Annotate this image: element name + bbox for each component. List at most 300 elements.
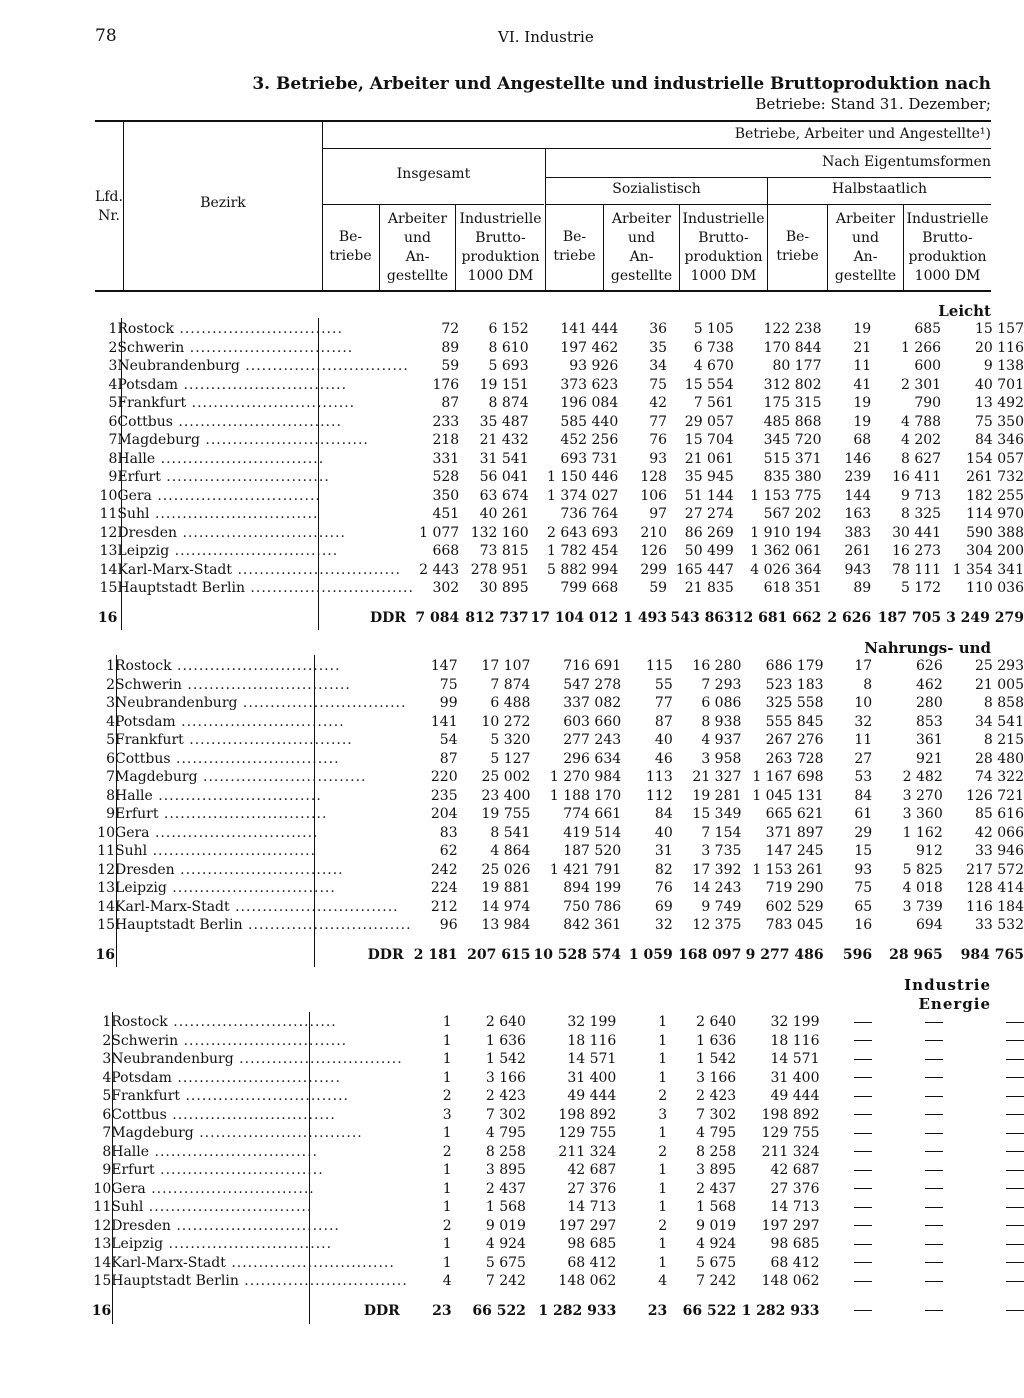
value-cell: 76 xyxy=(649,432,668,448)
dash-cell xyxy=(872,1050,943,1069)
row-number: 10 xyxy=(97,824,116,841)
table-row xyxy=(95,413,1024,432)
value-cell: 129 755 xyxy=(761,1125,820,1141)
value-cell: 452 256 xyxy=(560,432,619,448)
value-cell: 1 153 261 xyxy=(752,861,824,878)
leader-dots: .............................. xyxy=(170,1217,340,1234)
row-number: 9 xyxy=(106,806,116,822)
value-cell: 176 xyxy=(432,376,460,393)
value-cell: 1 059 xyxy=(628,946,673,963)
value-cell: 1 xyxy=(442,1032,452,1049)
value-cell: 7 242 xyxy=(485,1273,526,1289)
value-cell: 78 111 xyxy=(892,561,942,578)
table-row xyxy=(91,898,1024,917)
value-cell: 30 441 xyxy=(892,524,942,541)
dash-mark xyxy=(854,1225,872,1226)
value-cell: 87 xyxy=(654,713,673,730)
value-cell: 1 xyxy=(658,1180,668,1197)
dash-cell xyxy=(820,1032,873,1051)
value-cell: 85 616 xyxy=(975,806,1024,822)
bezirk-cell xyxy=(115,916,412,935)
bezirk-name: Schwerin xyxy=(115,676,182,693)
value-cell: 115 xyxy=(646,658,673,674)
value-cell: 812 737 xyxy=(465,609,529,626)
total-row xyxy=(86,1291,1024,1333)
dash-mark xyxy=(925,1170,943,1171)
dash-mark xyxy=(925,1151,943,1152)
dash-cell xyxy=(820,1013,873,1032)
bezirk-name: Rostock xyxy=(111,1014,168,1030)
value-cell: 1 xyxy=(442,1236,452,1252)
value-cell: 35 xyxy=(649,339,668,356)
value-cell: 187 705 xyxy=(877,609,942,626)
section-table-leicht xyxy=(95,320,1024,640)
value-cell: 3 166 xyxy=(485,1069,526,1086)
row-number: 15 xyxy=(97,917,116,933)
value-cell: 77 xyxy=(654,695,673,711)
value-cell: 132 160 xyxy=(470,524,529,541)
leader-dots: .............................. xyxy=(177,524,347,541)
bezirk-name: Leipzig xyxy=(111,1236,164,1252)
value-cell: 515 371 xyxy=(763,450,822,467)
value-cell: 1 077 xyxy=(419,524,460,541)
total-label xyxy=(117,598,414,640)
leader-dots: .............................. xyxy=(197,769,367,785)
value-cell: 73 815 xyxy=(479,543,529,559)
bezirk-cell xyxy=(111,1198,408,1217)
dash-cell xyxy=(943,1217,1024,1236)
bezirk-name: Cottbus xyxy=(111,1106,167,1123)
value-cell: 331 xyxy=(432,450,460,467)
leader-dots: .............................. xyxy=(147,843,317,859)
leader-dots: .............................. xyxy=(233,1051,403,1067)
value-cell: 74 322 xyxy=(975,769,1024,785)
value-cell: 1 910 194 xyxy=(750,524,822,541)
value-cell: 3 360 xyxy=(902,806,943,822)
value-cell: 921 xyxy=(916,750,943,767)
value-cell: 2 181 xyxy=(413,946,458,963)
leader-dots: .............................. xyxy=(169,543,339,559)
value-cell: 8 325 xyxy=(900,506,942,522)
bezirk-name: Hauptstadt Berlin xyxy=(111,1273,239,1289)
rule-under-eigentum xyxy=(545,177,991,178)
leader-dots: .............................. xyxy=(149,824,319,841)
value-cell: 147 xyxy=(430,658,458,674)
value-cell: 40 261 xyxy=(479,506,529,522)
leader-dots: .............................. xyxy=(160,469,330,485)
leader-dots: .............................. xyxy=(151,487,321,504)
header-produktion-1: Industrielle Brutto- produktion 1000 DM xyxy=(459,211,542,284)
value-cell: 75 350 xyxy=(975,413,1024,430)
value-cell: 21 835 xyxy=(684,580,734,596)
leader-dots: .............................. xyxy=(225,1254,395,1271)
leader-dots: .............................. xyxy=(183,732,353,748)
value-cell: 345 720 xyxy=(763,432,822,448)
header-vline-5 xyxy=(545,149,546,290)
header-bottom-rule xyxy=(95,290,991,292)
value-cell: 2 443 xyxy=(419,561,460,578)
bezirk-name: Frankfurt xyxy=(111,1088,181,1104)
value-cell: 13 492 xyxy=(975,395,1024,411)
table-row xyxy=(95,450,1024,469)
page-number: 78 xyxy=(95,26,117,46)
value-cell: 59 xyxy=(649,580,668,596)
value-cell: 148 062 xyxy=(558,1273,617,1289)
value-cell: 783 045 xyxy=(765,917,824,933)
value-cell: 128 414 xyxy=(966,880,1024,896)
bezirk-name: Potsdam xyxy=(111,1069,172,1086)
total-label xyxy=(115,935,412,977)
leader-dots: .............................. xyxy=(186,395,356,411)
dash-cell xyxy=(943,1124,1024,1143)
bezirk-name: Halle xyxy=(111,1143,150,1160)
value-cell: 21 005 xyxy=(975,676,1024,693)
value-cell: 19 xyxy=(853,321,872,337)
value-cell: 18 116 xyxy=(567,1032,617,1049)
value-cell: 3 xyxy=(442,1106,452,1123)
value-cell: 3 895 xyxy=(485,1162,526,1178)
value-cell: 66 522 xyxy=(682,1302,737,1319)
value-cell: 17 104 012 xyxy=(530,609,619,626)
value-cell: 9 138 xyxy=(983,358,1024,374)
row-number: 9 xyxy=(108,469,118,485)
dash-cell xyxy=(943,1032,1024,1051)
value-cell: 19 755 xyxy=(481,806,531,822)
row-number: 1 xyxy=(108,321,118,337)
leader-dots: .............................. xyxy=(180,1088,349,1104)
row-number: 3 xyxy=(106,695,116,711)
value-cell: 1 xyxy=(658,1236,668,1252)
dash-mark xyxy=(925,1022,943,1023)
dash-cell xyxy=(820,1198,873,1217)
value-cell: 555 845 xyxy=(765,713,824,730)
value-cell: 2 423 xyxy=(485,1088,526,1104)
value-cell: 29 xyxy=(854,824,873,841)
dash-cell xyxy=(820,1235,873,1254)
bezirk-name: Neubrandenburg xyxy=(111,1051,234,1067)
value-cell: 122 238 xyxy=(763,321,822,337)
value-cell: 853 xyxy=(916,713,943,730)
value-cell: 5 675 xyxy=(696,1254,737,1271)
value-cell: 68 xyxy=(853,432,872,448)
value-cell: 1 542 xyxy=(696,1051,737,1067)
bezirk-name: Leipzig xyxy=(117,543,170,559)
value-cell: 596 xyxy=(842,946,873,963)
row-number: 9 xyxy=(102,1162,112,1178)
value-cell: 2 437 xyxy=(485,1180,526,1197)
section-table-nahrung xyxy=(91,657,1024,977)
bezirk-cell xyxy=(111,1013,408,1032)
row-number: 6 xyxy=(108,413,118,430)
value-cell: 8 258 xyxy=(696,1143,737,1160)
leader-dots: .............................. xyxy=(184,339,354,356)
table-subtitle: Betriebe: Stand 31. Dezember; xyxy=(755,95,991,113)
dash-cell xyxy=(820,1291,873,1333)
table-row xyxy=(95,505,1024,524)
dash-cell xyxy=(872,1013,943,1032)
table-row xyxy=(86,1050,1024,1069)
value-cell: 943 xyxy=(844,561,872,578)
value-cell: 668 xyxy=(432,543,460,559)
bezirk-cell xyxy=(117,357,414,376)
value-cell: 685 xyxy=(914,321,942,337)
value-cell: 31 400 xyxy=(770,1069,820,1086)
value-cell: 8 627 xyxy=(900,450,942,467)
value-cell: 894 199 xyxy=(563,880,622,896)
bezirk-name: Hauptstadt Berlin xyxy=(117,580,245,596)
dash-mark xyxy=(854,1188,872,1189)
value-cell: 4 xyxy=(658,1273,668,1289)
value-cell: 207 615 xyxy=(467,946,531,963)
rule-under-top xyxy=(322,148,991,149)
value-cell: 61 xyxy=(854,806,873,822)
dash-mark xyxy=(925,1133,943,1134)
value-cell: 128 xyxy=(640,469,668,485)
value-cell: 211 324 xyxy=(558,1143,617,1160)
value-cell: 116 184 xyxy=(966,898,1024,915)
header-bezirk: Bezirk xyxy=(200,195,246,211)
bezirk-cell xyxy=(117,376,414,395)
row-number: 5 xyxy=(102,1088,112,1104)
bezirk-cell xyxy=(117,339,414,358)
value-cell: 196 084 xyxy=(560,395,619,411)
value-cell: 2 xyxy=(442,1217,452,1234)
value-cell: 5 127 xyxy=(490,750,531,767)
dash-mark xyxy=(854,1310,872,1311)
dash-cell xyxy=(943,1198,1024,1217)
table-row xyxy=(91,879,1024,898)
value-cell: 27 376 xyxy=(770,1180,820,1197)
header-arbeiter-1: Arbeiter und An- gestellte xyxy=(386,211,449,284)
row-number: 13 xyxy=(93,1236,112,1252)
dash-mark xyxy=(854,1096,872,1097)
dash-mark xyxy=(925,1262,943,1263)
value-cell: 63 674 xyxy=(479,487,529,504)
value-cell: 11 xyxy=(853,358,872,374)
bezirk-name: Frankfurt xyxy=(117,395,187,411)
value-cell: 543 863 xyxy=(670,609,734,626)
value-cell: 261 732 xyxy=(966,469,1024,485)
value-cell: 14 243 xyxy=(692,880,742,896)
bezirk-name: Potsdam xyxy=(117,376,179,393)
bezirk-cell xyxy=(117,542,414,561)
dash-cell xyxy=(820,1087,873,1106)
dash-cell xyxy=(872,1069,943,1088)
bezirk-cell xyxy=(117,320,414,339)
table-row xyxy=(86,1087,1024,1106)
bezirk-name: Neubrandenburg xyxy=(117,358,240,374)
row-number: 2 xyxy=(106,676,116,693)
value-cell: 1 362 061 xyxy=(750,543,822,559)
value-cell: 1 xyxy=(658,1199,668,1215)
dash-mark xyxy=(1006,1188,1024,1189)
value-cell: 28 965 xyxy=(889,946,943,963)
bezirk-name: Suhl xyxy=(117,506,150,522)
value-cell: 106 xyxy=(640,487,668,504)
dash-mark xyxy=(1006,1096,1024,1097)
dash-mark xyxy=(925,1310,943,1311)
value-cell: 89 xyxy=(441,339,460,356)
bezirk-name: Karl-Marx-Stadt xyxy=(111,1254,226,1271)
bezirk-name: Dresden xyxy=(117,524,178,541)
value-cell: 147 245 xyxy=(765,843,824,859)
value-cell: 27 274 xyxy=(684,506,734,522)
value-cell: 53 xyxy=(854,769,873,785)
value-cell: 33 532 xyxy=(975,917,1024,933)
leader-dots: .............................. xyxy=(199,432,369,448)
value-cell: 84 xyxy=(654,806,673,822)
row-number: 3 xyxy=(102,1051,112,1067)
value-cell: 665 621 xyxy=(765,806,824,822)
table-row xyxy=(86,1032,1024,1051)
value-cell: 267 276 xyxy=(765,732,824,748)
value-cell: 296 634 xyxy=(563,750,622,767)
value-cell: 277 243 xyxy=(563,732,622,748)
table-row xyxy=(95,561,1024,580)
value-cell: 9 019 xyxy=(696,1217,737,1234)
bezirk-name: Gera xyxy=(117,487,152,504)
table-row xyxy=(91,824,1024,843)
bezirk-cell xyxy=(115,898,412,917)
dash-mark xyxy=(925,1207,943,1208)
value-cell: 3 895 xyxy=(696,1162,737,1178)
value-cell: 451 xyxy=(432,506,460,522)
value-cell: 31 541 xyxy=(479,450,529,467)
value-cell: 1 421 791 xyxy=(549,861,622,878)
dash-cell xyxy=(872,1161,943,1180)
value-cell: 96 xyxy=(439,917,458,933)
value-cell: 602 529 xyxy=(765,898,824,915)
total-row xyxy=(91,935,1024,977)
row-number: 7 xyxy=(106,769,116,785)
leader-dots: .............................. xyxy=(239,358,409,374)
value-cell: 49 444 xyxy=(770,1088,820,1104)
value-cell: 3 166 xyxy=(696,1069,737,1086)
row-number: 8 xyxy=(108,450,118,467)
bezirk-cell xyxy=(115,787,412,806)
value-cell: 14 571 xyxy=(567,1051,617,1067)
value-cell: 32 199 xyxy=(770,1014,820,1030)
value-cell: 126 xyxy=(640,543,668,559)
value-cell: 77 xyxy=(649,413,668,430)
bezirk-name: Erfurt xyxy=(117,469,161,485)
bezirk-name: Dresden xyxy=(115,861,175,878)
dash-mark xyxy=(1006,1059,1024,1060)
value-cell: 1 xyxy=(442,1125,452,1141)
bezirk-name: Cottbus xyxy=(115,750,171,767)
value-cell: 146 xyxy=(844,450,872,467)
value-cell: 110 036 xyxy=(966,580,1024,596)
row-number: 2 xyxy=(108,339,118,356)
dash-cell xyxy=(820,1124,873,1143)
table-row xyxy=(86,1272,1024,1291)
row-number: 5 xyxy=(106,732,116,748)
bezirk-cell xyxy=(111,1161,408,1180)
header-top-rule xyxy=(95,120,991,122)
value-cell: 197 297 xyxy=(558,1217,617,1234)
dash-mark xyxy=(854,1059,872,1060)
bezirk-cell xyxy=(111,1069,408,1088)
dash-mark xyxy=(925,1114,943,1115)
table-row xyxy=(91,731,1024,750)
bezirk-cell xyxy=(115,750,412,769)
value-cell: 383 xyxy=(844,524,872,541)
dash-mark xyxy=(854,1281,872,1282)
dash-mark xyxy=(1006,1151,1024,1152)
bezirk-name: Suhl xyxy=(115,843,148,859)
table-row xyxy=(95,431,1024,450)
value-cell: 31 xyxy=(654,843,673,859)
section-table-energie xyxy=(86,1013,1024,1333)
dash-mark xyxy=(1006,1310,1024,1311)
bezirk-name: Karl-Marx-Stadt xyxy=(117,561,233,578)
total-label xyxy=(111,1291,408,1333)
row-number: 10 xyxy=(93,1180,112,1197)
value-cell: 1 xyxy=(442,1014,452,1030)
value-cell: 8 874 xyxy=(488,395,529,411)
row-number: 8 xyxy=(102,1143,112,1160)
bezirk-cell xyxy=(115,657,412,676)
table-row xyxy=(86,1124,1024,1143)
leader-dots: .............................. xyxy=(244,580,414,596)
bezirk-name: Gera xyxy=(115,824,150,841)
header-betriebe-3: Be- triebe xyxy=(776,229,819,264)
bezirk-name: Potsdam xyxy=(115,713,176,730)
value-cell: 3 249 279 xyxy=(946,609,1024,626)
value-cell: 99 xyxy=(439,695,458,711)
table-row xyxy=(91,768,1024,787)
value-cell: 4 xyxy=(442,1273,452,1289)
value-cell: 835 380 xyxy=(763,469,822,485)
table-row xyxy=(95,487,1024,506)
value-cell: 126 721 xyxy=(966,787,1024,804)
value-cell: 10 272 xyxy=(481,713,531,730)
bezirk-cell xyxy=(115,694,412,713)
dash-cell xyxy=(872,1032,943,1051)
value-cell: 36 xyxy=(649,321,668,337)
bezirk-cell xyxy=(115,731,412,750)
bezirk-cell xyxy=(117,524,414,543)
bezirk-name: Dresden xyxy=(111,1217,171,1234)
dash-cell xyxy=(943,1272,1024,1291)
bezirk-cell xyxy=(117,394,414,413)
dash-mark xyxy=(925,1096,943,1097)
value-cell: 371 897 xyxy=(765,824,824,841)
value-cell: 14 974 xyxy=(481,898,531,915)
dash-mark xyxy=(854,1207,872,1208)
value-cell: 912 xyxy=(916,843,943,859)
value-cell: 1 542 xyxy=(485,1051,526,1067)
value-cell: 144 xyxy=(844,487,872,504)
value-cell: 8 541 xyxy=(490,824,531,841)
table-row xyxy=(91,694,1024,713)
bezirk-cell xyxy=(115,676,412,695)
value-cell: 87 xyxy=(439,750,458,767)
leader-dots: .............................. xyxy=(178,1032,348,1049)
header-lfd-nr: Lfd. Nr. xyxy=(95,189,123,224)
value-cell: 29 057 xyxy=(684,413,734,430)
value-cell: 8 938 xyxy=(701,713,742,730)
value-cell: 1 xyxy=(658,1125,668,1141)
value-cell: 603 660 xyxy=(563,713,622,730)
value-cell: 1 xyxy=(442,1199,452,1215)
value-cell: 15 554 xyxy=(684,376,734,393)
bezirk-name: Cottbus xyxy=(117,413,173,430)
value-cell: 30 895 xyxy=(479,580,529,596)
value-cell: 1 568 xyxy=(696,1199,737,1215)
value-cell: 19 881 xyxy=(481,880,531,896)
value-cell: 1 162 xyxy=(902,824,943,841)
